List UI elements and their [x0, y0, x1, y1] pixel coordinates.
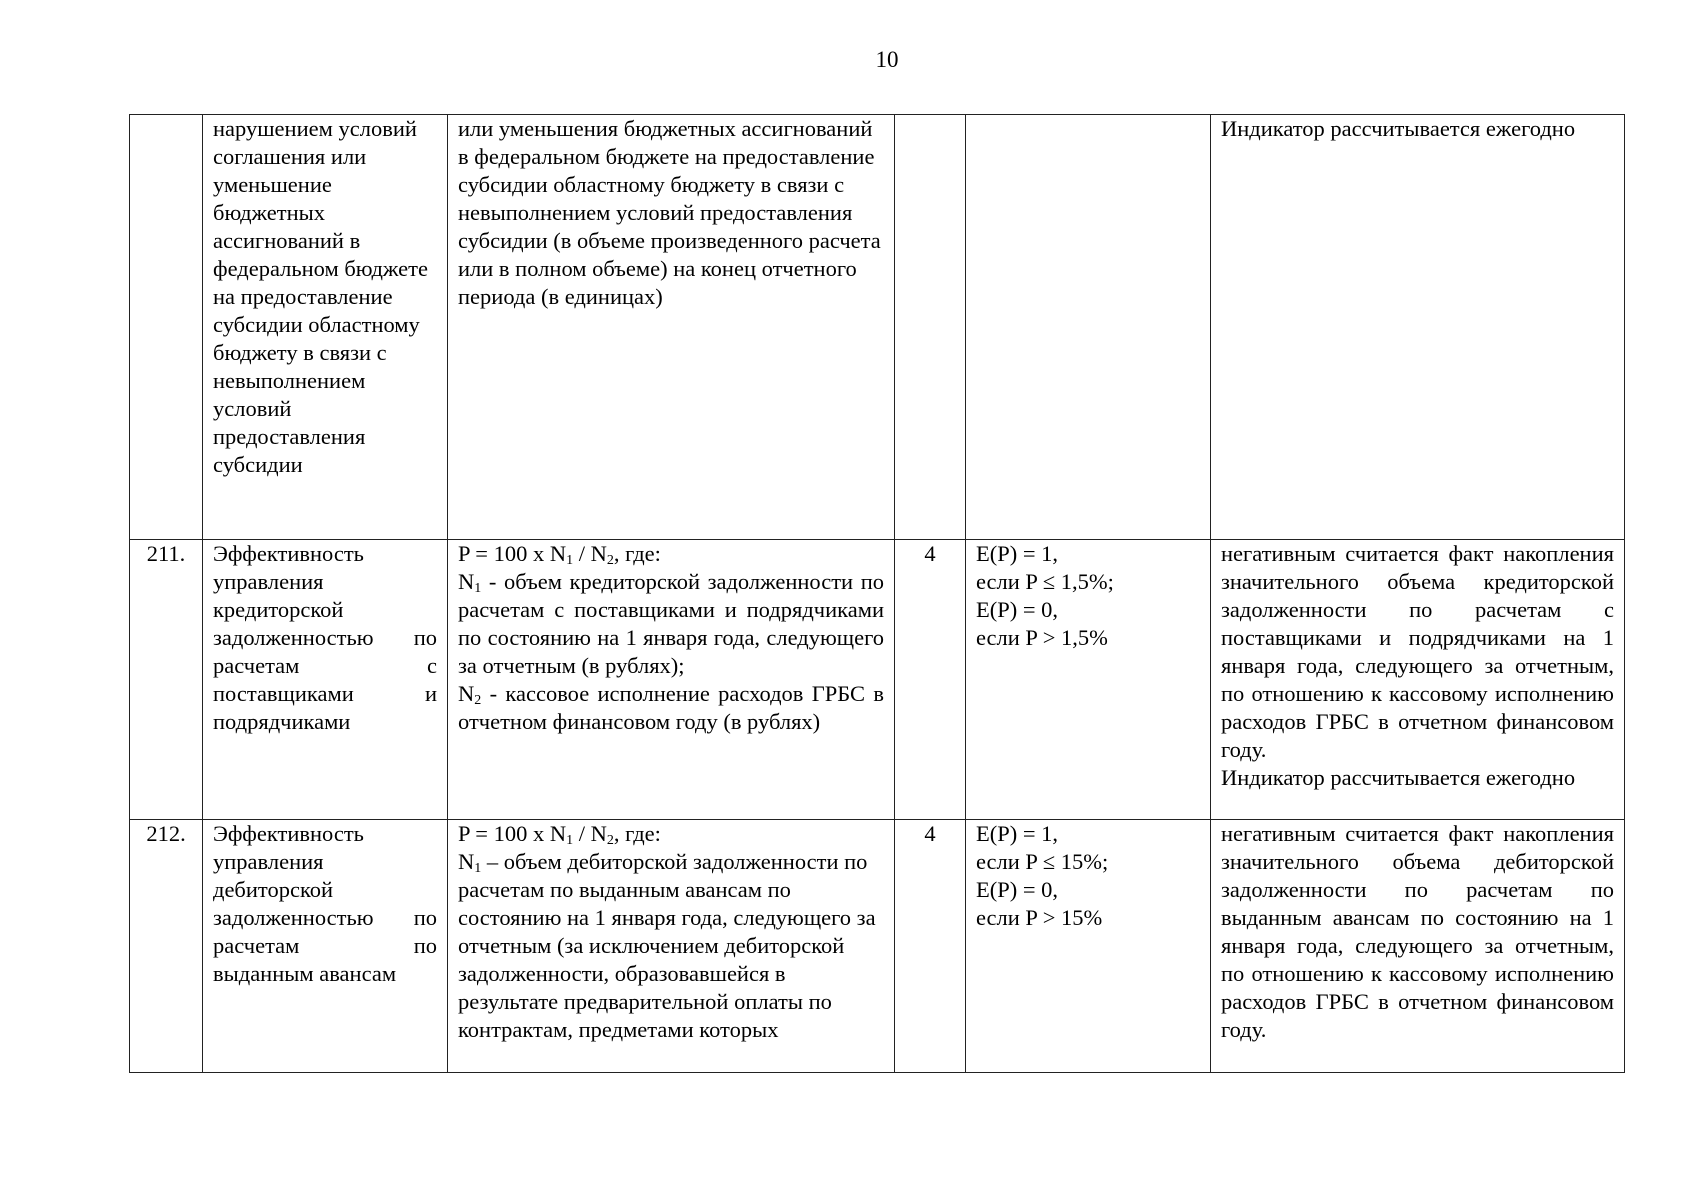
row-number-cell: 212. — [130, 820, 203, 1073]
name-line: управления — [213, 849, 324, 874]
evaluation-line: если P > 1,5% — [976, 625, 1108, 650]
indicator-name-cell — [203, 540, 448, 820]
row-number-cell: 211. — [130, 540, 203, 820]
evaluation-cell — [966, 820, 1211, 1073]
name-line: кредиторской — [213, 597, 344, 622]
comment-text: негативным считается факт накопления значительного объема дебиторской задолженности по расчетам по выданным авансам по состоянию на 1 января года, следующего за отчетным, по отношению к кассовому исполнению расходов ГРБС в отчетном финансовом году. — [1221, 821, 1614, 1042]
formula-cell — [448, 540, 895, 820]
table-row-211 — [130, 540, 1625, 820]
evaluation-line: E(P) = 1, — [976, 541, 1059, 566]
name-line: поставщиками и — [213, 681, 437, 706]
formula-cell — [448, 115, 895, 540]
comment-cell — [1211, 820, 1625, 1073]
comment-note: Индикатор рассчитывается ежегодно — [1221, 765, 1576, 790]
name-line: расчетам с — [213, 653, 437, 678]
indicator-name-text: нарушением условий соглашения или уменьшение бюджетных ассигнований в федеральном бюджете на предоставление субсидии областному бюджету в связи с невыполнением условий предоставления субсидии — [213, 116, 428, 477]
name-line: Эффективность — [213, 821, 364, 846]
name-line: задолженностью по — [213, 905, 437, 930]
weight-cell — [895, 115, 966, 540]
indicator-name-cell — [203, 115, 448, 540]
table-row-212 — [130, 820, 1625, 1073]
name-line: управления — [213, 569, 324, 594]
evaluation-line: если P > 15% — [976, 905, 1103, 930]
indicator-table — [129, 114, 1625, 1073]
n1-definition: $N_1$ - объем кредиторской задолженности по расчетам с поставщиками и подрядчиками по состоянию на 1 января года, следующего за отчетным (в рублях); — [458, 569, 884, 678]
name-line: дебиторской — [213, 877, 334, 902]
evaluation-line: E(P) = 0, — [976, 597, 1059, 622]
comment-cell — [1211, 540, 1625, 820]
weight-cell: 4 — [895, 820, 966, 1073]
formula-line: P = 100 x $N_1 / N_2$, где: — [458, 541, 661, 568]
comment-text: негативным считается факт накопления значительного объема кредиторской задолженности по расчетам с поставщиками и подрядчиками на 1 января года, следующего за отчетным, по отношению к кассовому исполнению расходов ГРБС в отчетном финансовом году. — [1221, 541, 1614, 762]
evaluation-cell — [966, 115, 1211, 540]
evaluation-line: E(P) = 0, — [976, 877, 1059, 902]
evaluation-line: E(P) = 1, — [976, 821, 1059, 846]
weight-cell: 4 — [895, 540, 966, 820]
indicator-name-cell — [203, 820, 448, 1073]
n1-definition: $N_1$ – объем дебиторской задолженности по расчетам по выданным авансам по состоянию на 1 января года, следующего за отчетным (за исключением дебиторской задолженности, образовавшейся в результате предварительной оплаты по контрактам, предметами которых — [458, 849, 876, 1042]
n2-definition: $N_2$ - кассовое исполнение расходов ГРБС в отчетном финансовом году (в рублях) — [458, 681, 884, 734]
name-line: выданным авансам — [213, 961, 397, 986]
formula-text: или уменьшения бюджетных ассигнований в федеральном бюджете на предоставление субсидии областному бюджету в связи с невыполнением условий предоставления субсидии (в объеме произведенного расчета или в полном объеме) на конец отчетного периода (в единицах) — [458, 116, 881, 309]
row-number-cell — [130, 115, 203, 540]
name-line: расчетам по — [213, 933, 437, 958]
evaluation-cell — [966, 540, 1211, 820]
evaluation-line: если P ≤ 1,5%; — [976, 569, 1114, 594]
comment-text: Индикатор рассчитывается ежегодно — [1221, 116, 1576, 141]
formula-cell — [448, 820, 895, 1073]
name-line: задолженностью по — [213, 625, 437, 650]
name-line: Эффективность — [213, 541, 364, 566]
page-number: 10 — [875, 47, 899, 72]
evaluation-line: если P ≤ 15%; — [976, 849, 1109, 874]
formula-line: P = 100 x $N_1 / N_2$, где: — [458, 821, 661, 848]
name-line: подрядчиками — [213, 709, 351, 734]
comment-cell — [1211, 115, 1625, 540]
table-row-continuation — [130, 115, 1625, 540]
